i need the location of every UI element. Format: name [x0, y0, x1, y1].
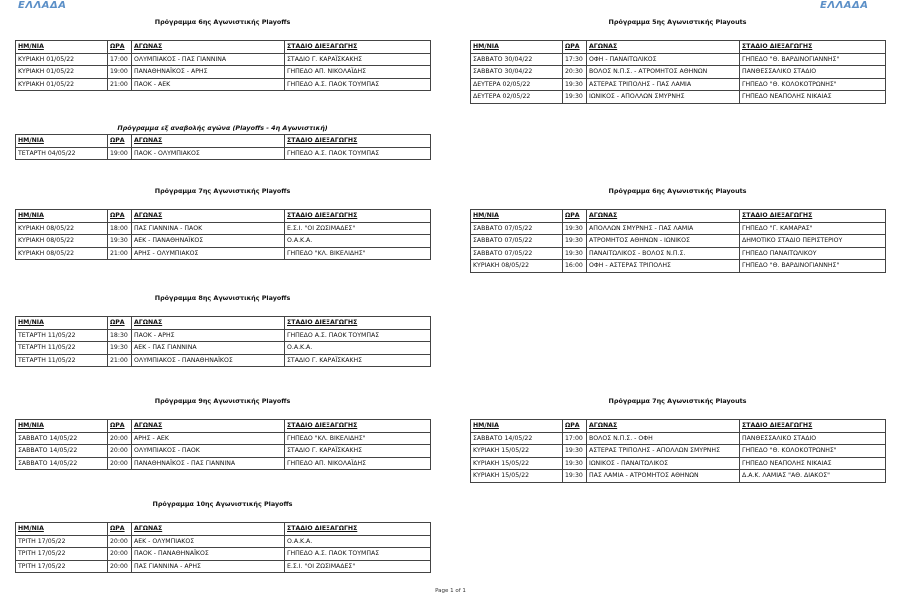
- cell-stadium: ΓΗΠΕΔΟ ΠΑΝΑΙΤΩΛΙΚΟΥ: [740, 247, 886, 260]
- cell-date: ΤΕΤΑΡΤΗ 11/05/22: [16, 354, 108, 367]
- table-row: [471, 260, 886, 273]
- header-stadium: ΣΤΑΔΙΟ ΔΙΕΞΑΓΩΓΗΣ: [285, 41, 431, 54]
- table-row: [471, 457, 886, 470]
- schedule-table: [15, 316, 431, 367]
- header-match: ΑΓΩΝΑΣ: [132, 210, 285, 223]
- page-footer: Page 1 of 1: [435, 588, 466, 594]
- cell-match: ΟΦΗ - ΠΑΝΑΙΤΩΛΙΚΟΣ: [587, 53, 740, 66]
- cell-match: ΙΩΝΙΚΟΣ - ΠΑΝΑΙΤΩΛΙΚΟΣ: [587, 457, 740, 470]
- table-row: [16, 222, 431, 235]
- table-header-row: [471, 420, 886, 433]
- cell-stadium: Ο.Α.Κ.Α.: [285, 235, 431, 248]
- cell-date: ΚΥΡΙΑΚΗ 01/05/22: [16, 66, 108, 79]
- header-stadium: ΣΤΑΔΙΟ ΔΙΕΞΑΓΩΓΗΣ: [285, 317, 431, 330]
- section-title: Πρόγραμμα 5ης Αγωνιστικής Playouts: [608, 18, 747, 26]
- section-title: Πρόγραμμα 6ης Αγωνιστικής Playouts: [608, 187, 747, 195]
- cell-stadium: ΓΗΠΕΔΟ "ΚΛ. ΒΙΚΕΛΙΔΗΣ": [285, 247, 431, 260]
- table-row: [16, 457, 431, 470]
- section-title: Πρόγραμμα εξ αναβολής αγώνα (Playoffs - 4η Αγωνιστική): [117, 124, 328, 132]
- schedule-table: [15, 419, 431, 470]
- cell-date: ΚΥΡΙΑΚΗ 08/05/22: [16, 235, 108, 248]
- cell-time: 19:30: [563, 457, 587, 470]
- header-time: ΩΡΑ: [108, 41, 132, 54]
- cell-match: ΑΣΤΕΡΑΣ ΤΡΙΠΟΛΗΣ - ΠΑΣ ΛΑΜΙΑ: [587, 78, 740, 91]
- cell-date: ΣΑΒΒΑΤΟ 30/04/22: [471, 53, 563, 66]
- cell-stadium: ΓΗΠΕΔΟ Α.Σ. ΠΑΟΚ ΤΟΥΜΠΑΣ: [285, 78, 431, 91]
- header-stadium: ΣΤΑΔΙΟ ΔΙΕΞΑΓΩΓΗΣ: [285, 210, 431, 223]
- cell-match: ΒΟΛΟΣ Ν.Π.Σ. - ΑΤΡΟΜΗΤΟΣ ΑΘΗΝΩΝ: [587, 66, 740, 79]
- header-match: ΑΓΩΝΑΣ: [132, 41, 285, 54]
- cell-stadium: Δ.Α.Κ. ΛΑΜΙΑΣ "ΑΘ. ΔΙΑΚΟΣ": [740, 470, 886, 483]
- cell-match: ΑΕΚ - ΟΛΥΜΠΙΑΚΟΣ: [132, 535, 285, 548]
- cell-time: 20:00: [108, 457, 132, 470]
- table-row: [471, 66, 886, 79]
- table-row: [471, 91, 886, 104]
- cell-stadium: ΓΗΠΕΔΟ "Θ. ΒΑΡΔΙΝΟΓΙΑΝΝΗΣ": [740, 260, 886, 273]
- header-date: ΗΜ/ΝΙΑ: [471, 210, 563, 223]
- table-row: [16, 329, 431, 342]
- header-date: ΗΜ/ΝΙΑ: [471, 41, 563, 54]
- schedule-table: [470, 419, 886, 483]
- cell-match: ΟΛΥΜΠΙΑΚΟΣ - ΠΑΟΚ: [132, 445, 285, 458]
- header-stadium: ΣΤΑΔΙΟ ΔΙΕΞΑΓΩΓΗΣ: [285, 420, 431, 433]
- header-date: ΗΜ/ΝΙΑ: [16, 420, 108, 433]
- cell-stadium: Ε.Σ.Ι. "ΟΙ ΖΩΣΙΜΑΔΕΣ": [285, 560, 431, 573]
- header-stadium: ΣΤΑΔΙΟ ΔΙΕΞΑΓΩΓΗΣ: [285, 523, 431, 536]
- table-row: [471, 247, 886, 260]
- cell-match: ΠΑΣ ΛΑΜΙΑ - ΑΤΡΟΜΗΤΟΣ ΑΘΗΝΩΝ: [587, 470, 740, 483]
- header-time: ΩΡΑ: [108, 135, 132, 148]
- cell-stadium: ΓΗΠΕΔΟ "Θ. ΚΟΛΟΚΟΤΡΩΝΗΣ": [740, 78, 886, 91]
- header-match: ΑΓΩΝΑΣ: [587, 420, 740, 433]
- cell-time: 20:00: [108, 445, 132, 458]
- section-title: Πρόγραμμα 6ης Αγωνιστικής Playoffs: [154, 18, 291, 26]
- header-time: ΩΡΑ: [563, 420, 587, 433]
- table-row: [16, 147, 431, 160]
- section-title: Πρόγραμμα 7ης Αγωνιστικής Playouts: [608, 397, 747, 405]
- cell-stadium: ΓΗΠΕΔΟ ΝΕΑΠΟΛΗΣ ΝΙΚΑΙΑΣ: [740, 91, 886, 104]
- header-match: ΑΓΩΝΑΣ: [132, 317, 285, 330]
- cell-match: ΟΦΗ - ΑΣΤΕΡΑΣ ΤΡΙΠΟΛΗΣ: [587, 260, 740, 273]
- cell-time: 20:00: [108, 560, 132, 573]
- cell-time: 21:00: [108, 78, 132, 91]
- cell-time: 19:00: [108, 147, 132, 160]
- schedule-table: [15, 522, 431, 573]
- header-time: ΩΡΑ: [108, 317, 132, 330]
- cell-time: 18:00: [108, 222, 132, 235]
- cell-time: 19:30: [563, 247, 587, 260]
- cell-time: 19:30: [563, 470, 587, 483]
- cell-stadium: ΓΗΠΕΔΟ "ΚΛ. ΒΙΚΕΛΙΔΗΣ": [285, 432, 431, 445]
- schedule-table: [470, 40, 886, 104]
- cell-match: ΠΑΝΑΘΗΝΑΪΚΟΣ - ΑΡΗΣ: [132, 66, 285, 79]
- cell-time: 19:00: [108, 66, 132, 79]
- header-match: ΑΓΩΝΑΣ: [132, 135, 285, 148]
- cell-match: ΟΛΥΜΠΙΑΚΟΣ - ΠΑΝΑΘΗΝΑΪΚΟΣ: [132, 354, 285, 367]
- cell-time: 20:00: [108, 535, 132, 548]
- table-row: [16, 342, 431, 355]
- cell-date: ΤΡΙΤΗ 17/05/22: [16, 548, 108, 561]
- schedule-table: [470, 209, 886, 273]
- schedule-table: [15, 40, 431, 91]
- cell-match: ΠΑΟΚ - ΠΑΝΑΘΗΝΑΪΚΟΣ: [132, 548, 285, 561]
- cell-time: 19:30: [108, 342, 132, 355]
- cell-match: ΠΑΝΑΙΤΩΛΙΚΟΣ - ΒΟΛΟΣ Ν.Π.Σ.: [587, 247, 740, 260]
- cell-time: 19:30: [108, 235, 132, 248]
- cell-stadium: ΓΗΠΕΔΟ ΑΠ. ΝΙΚΟΛΑΪΔΗΣ: [285, 457, 431, 470]
- table-row: [471, 78, 886, 91]
- cell-match: ΑΤΡΟΜΗΤΟΣ ΑΘΗΝΩΝ - ΙΩΝΙΚΟΣ: [587, 235, 740, 248]
- cell-stadium: ΓΗΠΕΔΟ Α.Σ. ΠΑΟΚ ΤΟΥΜΠΑΣ: [285, 147, 431, 160]
- cell-date: ΚΥΡΙΑΚΗ 15/05/22: [471, 445, 563, 458]
- cell-date: ΤΡΙΤΗ 17/05/22: [16, 560, 108, 573]
- header-match: ΑΓΩΝΑΣ: [132, 523, 285, 536]
- cell-stadium: ΣΤΑΔΙΟ Γ. ΚΑΡΑΪΣΚΑΚΗΣ: [285, 445, 431, 458]
- header-time: ΩΡΑ: [108, 523, 132, 536]
- cell-match: ΑΕΚ - ΠΑΝΑΘΗΝΑΪΚΟΣ: [132, 235, 285, 248]
- cell-stadium: ΓΗΠΕΔΟ ΝΕΑΠΟΛΗΣ ΝΙΚΑΙΑΣ: [740, 457, 886, 470]
- cell-stadium: ΣΤΑΔΙΟ Γ. ΚΑΡΑΪΣΚΑΚΗΣ: [285, 354, 431, 367]
- cell-date: ΣΑΒΒΑΤΟ 07/05/22: [471, 247, 563, 260]
- table-row: [16, 445, 431, 458]
- table-header-row: [16, 41, 431, 54]
- table-row: [471, 53, 886, 66]
- cell-time: 19:30: [563, 445, 587, 458]
- schedule-table: [15, 134, 431, 160]
- cell-date: ΚΥΡΙΑΚΗ 08/05/22: [16, 247, 108, 260]
- cell-time: 19:30: [563, 222, 587, 235]
- cell-match: ΠΑΟΚ - ΟΛΥΜΠΙΑΚΟΣ: [132, 147, 285, 160]
- header-time: ΩΡΑ: [563, 41, 587, 54]
- cell-date: ΚΥΡΙΑΚΗ 15/05/22: [471, 457, 563, 470]
- cell-stadium: ΓΗΠΕΔΟ Α.Σ. ΠΑΟΚ ΤΟΥΜΠΑΣ: [285, 548, 431, 561]
- header-stadium: ΣΤΑΔΙΟ ΔΙΕΞΑΓΩΓΗΣ: [740, 41, 886, 54]
- table-header-row: [16, 523, 431, 536]
- cell-time: 19:30: [563, 235, 587, 248]
- header-date: ΗΜ/ΝΙΑ: [471, 420, 563, 433]
- table-row: [16, 548, 431, 561]
- cell-date: ΤΕΤΑΡΤΗ 11/05/22: [16, 342, 108, 355]
- cell-time: 20:30: [563, 66, 587, 79]
- cell-time: 17:00: [563, 432, 587, 445]
- cell-date: ΚΥΡΙΑΚΗ 08/05/22: [16, 222, 108, 235]
- cell-stadium: ΓΗΠΕΔΟ "Γ. ΚΑΜΑΡΑΣ": [740, 222, 886, 235]
- cell-date: ΤΡΙΤΗ 17/05/22: [16, 535, 108, 548]
- cell-date: ΣΑΒΒΑΤΟ 30/04/22: [471, 66, 563, 79]
- cell-match: ΑΠΟΛΛΩΝ ΣΜΥΡΝΗΣ - ΠΑΣ ΛΑΜΙΑ: [587, 222, 740, 235]
- cell-date: ΔΕΥΤΕΡΑ 02/05/22: [471, 78, 563, 91]
- cell-date: ΚΥΡΙΑΚΗ 15/05/22: [471, 470, 563, 483]
- section-title: Πρόγραμμα 10ης Αγωνιστικής Playoffs: [152, 500, 293, 508]
- table-header-row: [16, 420, 431, 433]
- cell-time: 19:30: [563, 91, 587, 104]
- cell-match: ΙΩΝΙΚΟΣ - ΑΠΟΛΛΩΝ ΣΜΥΡΝΗΣ: [587, 91, 740, 104]
- cell-date: ΣΑΒΒΑΤΟ 07/05/22: [471, 222, 563, 235]
- header-match: ΑΓΩΝΑΣ: [587, 41, 740, 54]
- cell-stadium: ΣΤΑΔΙΟ Γ. ΚΑΡΑΪΣΚΑΚΗΣ: [285, 53, 431, 66]
- table-row: [16, 235, 431, 248]
- table-header-row: [471, 210, 886, 223]
- cell-time: 19:30: [563, 78, 587, 91]
- cell-match: ΠΑΟΚ - ΑΕΚ: [132, 78, 285, 91]
- cell-date: ΣΑΒΒΑΤΟ 14/05/22: [471, 432, 563, 445]
- cell-match: ΑΡΗΣ - ΟΛΥΜΠΙΑΚΟΣ: [132, 247, 285, 260]
- table-header-row: [16, 210, 431, 223]
- cell-time: 18:30: [108, 329, 132, 342]
- cell-stadium: ΓΗΠΕΔΟ Α.Σ. ΠΑΟΚ ΤΟΥΜΠΑΣ: [285, 329, 431, 342]
- header-date: ΗΜ/ΝΙΑ: [16, 210, 108, 223]
- header-date: ΗΜ/ΝΙΑ: [16, 523, 108, 536]
- header-time: ΩΡΑ: [563, 210, 587, 223]
- cell-stadium: ΠΑΝΘΕΣΣΑΛΙΚΟ ΣΤΑΔΙΟ: [740, 66, 886, 79]
- header-stadium: ΣΤΑΔΙΟ ΔΙΕΞΑΓΩΓΗΣ: [740, 420, 886, 433]
- table-row: [471, 235, 886, 248]
- cell-stadium: Ε.Σ.Ι. "ΟΙ ΖΩΣΙΜΑΔΕΣ": [285, 222, 431, 235]
- table-row: [16, 78, 431, 91]
- logo-right: ΕΛΛΑΔΑ: [820, 0, 869, 11]
- header-time: ΩΡΑ: [108, 420, 132, 433]
- header-stadium: ΣΤΑΔΙΟ ΔΙΕΞΑΓΩΓΗΣ: [740, 210, 886, 223]
- cell-date: ΣΑΒΒΑΤΟ 14/05/22: [16, 432, 108, 445]
- cell-match: ΑΡΗΣ - ΑΕΚ: [132, 432, 285, 445]
- cell-date: ΚΥΡΙΑΚΗ 01/05/22: [16, 53, 108, 66]
- table-row: [16, 560, 431, 573]
- header-date: ΗΜ/ΝΙΑ: [16, 135, 108, 148]
- cell-match: ΠΑΝΑΘΗΝΑΪΚΟΣ - ΠΑΣ ΓΙΑΝΝΙΝΑ: [132, 457, 285, 470]
- section-title: Πρόγραμμα 9ης Αγωνιστικής Playoffs: [154, 397, 291, 405]
- table-header-row: [16, 317, 431, 330]
- table-row: [471, 445, 886, 458]
- cell-stadium: ΠΑΝΘΕΣΣΑΛΙΚΟ ΣΤΑΔΙΟ: [740, 432, 886, 445]
- cell-time: 21:00: [108, 354, 132, 367]
- table-header-row: [16, 135, 431, 148]
- header-time: ΩΡΑ: [108, 210, 132, 223]
- table-row: [16, 66, 431, 79]
- cell-time: 16:00: [563, 260, 587, 273]
- section-title: Πρόγραμμα 7ης Αγωνιστικής Playoffs: [154, 187, 291, 195]
- table-row: [16, 432, 431, 445]
- section-title: Πρόγραμμα 8ης Αγωνιστικής Playoffs: [154, 294, 291, 302]
- table-row: [471, 470, 886, 483]
- cell-time: 17:30: [563, 53, 587, 66]
- cell-date: ΣΑΒΒΑΤΟ 07/05/22: [471, 235, 563, 248]
- cell-match: ΠΑΣ ΓΙΑΝΝΙΝΑ - ΑΡΗΣ: [132, 560, 285, 573]
- cell-stadium: Ο.Α.Κ.Α.: [285, 535, 431, 548]
- cell-match: ΑΕΚ - ΠΑΣ ΓΙΑΝΝΙΝΑ: [132, 342, 285, 355]
- table-header-row: [471, 41, 886, 54]
- header-date: ΗΜ/ΝΙΑ: [16, 317, 108, 330]
- cell-match: ΑΣΤΕΡΑΣ ΤΡΙΠΟΛΗΣ - ΑΠΟΛΛΩΝ ΣΜΥΡΝΗΣ: [587, 445, 740, 458]
- cell-match: ΒΟΛΟΣ Ν.Π.Σ. - ΟΦΗ: [587, 432, 740, 445]
- cell-time: 20:00: [108, 548, 132, 561]
- cell-match: ΟΛΥΜΠΙΑΚΟΣ - ΠΑΣ ΓΙΑΝΝΙΝΑ: [132, 53, 285, 66]
- header-match: ΑΓΩΝΑΣ: [587, 210, 740, 223]
- header-stadium: ΣΤΑΔΙΟ ΔΙΕΞΑΓΩΓΗΣ: [285, 135, 431, 148]
- cell-time: 21:00: [108, 247, 132, 260]
- cell-time: 20:00: [108, 432, 132, 445]
- cell-date: ΣΑΒΒΑΤΟ 14/05/22: [16, 457, 108, 470]
- header-date: ΗΜ/ΝΙΑ: [16, 41, 108, 54]
- cell-date: ΤΕΤΑΡΤΗ 11/05/22: [16, 329, 108, 342]
- cell-stadium: ΓΗΠΕΔΟ "Θ. ΒΑΡΔΙΝΟΓΙΑΝΝΗΣ": [740, 53, 886, 66]
- logo-left: ΕΛΛΑΔΑ: [18, 0, 67, 11]
- cell-stadium: ΓΗΠΕΔΟ "Θ. ΚΟΛΟΚΟΤΡΩΝΗΣ": [740, 445, 886, 458]
- cell-match: ΠΑΣ ΓΙΑΝΝΙΝΑ - ΠΑΟΚ: [132, 222, 285, 235]
- table-row: [16, 354, 431, 367]
- table-row: [16, 247, 431, 260]
- cell-date: ΚΥΡΙΑΚΗ 08/05/22: [471, 260, 563, 273]
- cell-match: ΠΑΟΚ - ΑΡΗΣ: [132, 329, 285, 342]
- table-row: [471, 222, 886, 235]
- cell-date: ΣΑΒΒΑΤΟ 14/05/22: [16, 445, 108, 458]
- schedule-table: [15, 209, 431, 260]
- cell-date: ΤΕΤΑΡΤΗ 04/05/22: [16, 147, 108, 160]
- cell-stadium: ΔΗΜΟΤΙΚΟ ΣΤΑΔΙΟ ΠΕΡΙΣΤΕΡΙΟΥ: [740, 235, 886, 248]
- cell-date: ΚΥΡΙΑΚΗ 01/05/22: [16, 78, 108, 91]
- table-row: [471, 432, 886, 445]
- cell-stadium: ΓΗΠΕΔΟ ΑΠ. ΝΙΚΟΛΑΪΔΗΣ: [285, 66, 431, 79]
- cell-stadium: Ο.Α.Κ.Α.: [285, 342, 431, 355]
- table-row: [16, 53, 431, 66]
- header-match: ΑΓΩΝΑΣ: [132, 420, 285, 433]
- table-row: [16, 535, 431, 548]
- cell-date: ΔΕΥΤΕΡΑ 02/05/22: [471, 91, 563, 104]
- cell-time: 17:00: [108, 53, 132, 66]
